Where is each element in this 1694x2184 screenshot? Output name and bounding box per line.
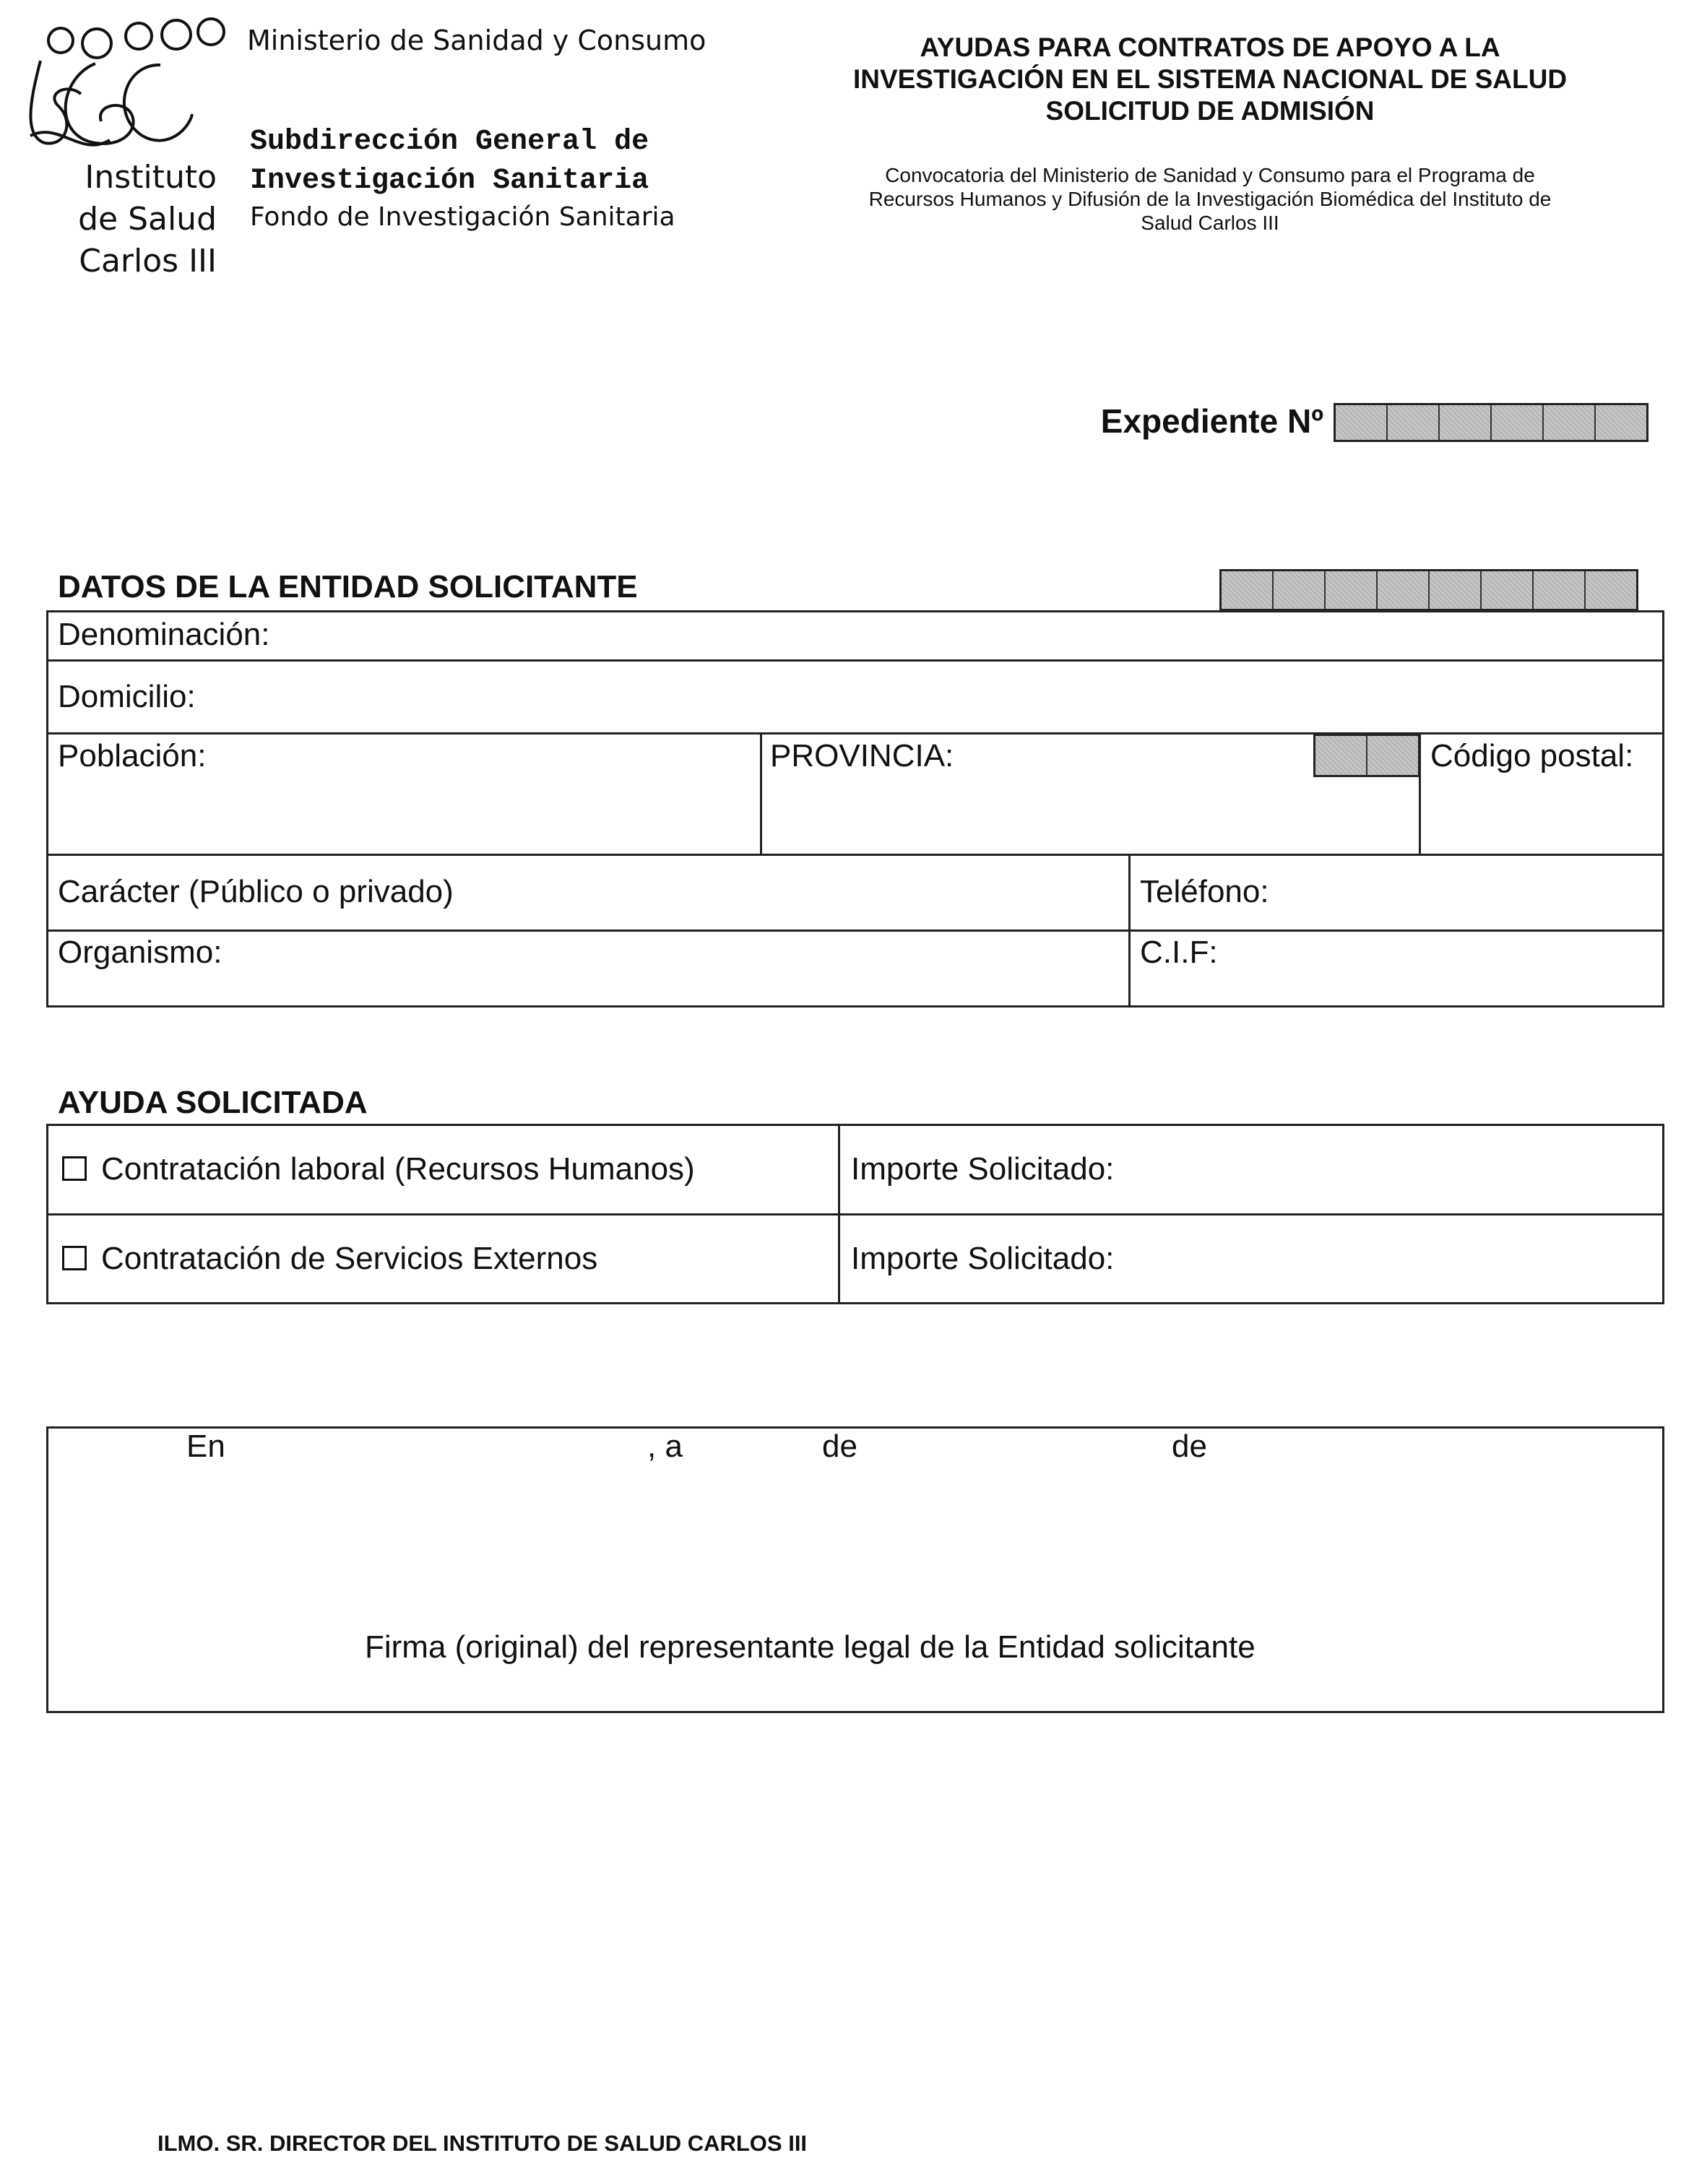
signature-box	[46, 1426, 1664, 1713]
isciii-logo-icon	[16, 13, 233, 157]
entity-code-box[interactable]	[1482, 571, 1534, 609]
importe-field-1[interactable]: Importe Solicitado:	[851, 1151, 1115, 1187]
place-label: En	[186, 1429, 225, 1464]
expediente-digit-box[interactable]	[1544, 405, 1596, 440]
checkbox-external-services[interactable]	[62, 1246, 87, 1270]
table-divider	[46, 1213, 1664, 1216]
entity-code-box[interactable]	[1222, 571, 1274, 609]
entity-section-heading: DATOS DE LA ENTIDAD SOLICITANTE	[58, 569, 638, 604]
entity-data-table	[46, 610, 1664, 1008]
subdirection-line-2: Investigación Sanitaria	[250, 165, 649, 197]
signature-caption: Firma (original) del representante legal de la Entidad solicitante	[365, 1629, 1256, 1665]
expediente-digit-box[interactable]	[1440, 405, 1492, 440]
expediente-digit-box[interactable]	[1596, 405, 1646, 440]
table-divider	[838, 1124, 840, 1304]
province-code-boxes[interactable]	[1313, 734, 1420, 777]
province-code-box[interactable]	[1315, 736, 1367, 775]
expediente-digit-box[interactable]	[1492, 405, 1544, 440]
day-label: , a	[647, 1429, 683, 1464]
title-line-1: AYUDAS PARA CONTRATOS DE APOYO A LA	[920, 32, 1500, 62]
entity-code-box[interactable]	[1586, 571, 1636, 609]
entity-code-boxes[interactable]	[1219, 569, 1638, 611]
checkbox-labor-contract[interactable]	[62, 1156, 87, 1181]
caracter-field[interactable]: Carácter (Público o privado)	[58, 874, 454, 909]
entity-code-box[interactable]	[1534, 571, 1586, 609]
subtitle-line-3: Salud Carlos III	[1141, 212, 1279, 234]
institute-name-line-3: Carlos III	[79, 243, 217, 280]
title-line-3: SOLICITUD DE ADMISIÓN	[1045, 96, 1375, 126]
entity-code-box[interactable]	[1326, 571, 1378, 609]
aid-section-heading: AYUDA SOLICITADA	[58, 1085, 368, 1120]
subtitle-line-1: Convocatoria del Ministerio de Sanidad y Consumo para el Programa de	[885, 164, 1535, 186]
province-code-box[interactable]	[1367, 736, 1418, 775]
cif-field[interactable]: C.I.F:	[1140, 935, 1218, 970]
importe-field-2[interactable]: Importe Solicitado:	[851, 1241, 1115, 1276]
expediente-digit-box[interactable]	[1336, 405, 1388, 440]
option-external-services-label: Contratación de Servicios Externos	[101, 1241, 598, 1276]
table-divider	[46, 659, 1664, 662]
institute-logo	[16, 13, 233, 157]
table-divider	[1128, 854, 1131, 1008]
table-divider	[46, 854, 1664, 856]
denominacion-field[interactable]: Denominación:	[58, 617, 270, 652]
institute-name-line-1: Instituto	[85, 159, 217, 196]
poblacion-field[interactable]: Población:	[58, 738, 207, 774]
organismo-field[interactable]: Organismo:	[58, 935, 222, 970]
institute-name-line-2: de Salud	[78, 201, 217, 238]
subtitle-line-2: Recursos Humanos y Difusión de la Investigación Biomédica del Instituto de	[868, 188, 1552, 210]
month-label: de	[822, 1429, 857, 1464]
table-divider	[760, 732, 762, 855]
domicilio-field[interactable]: Domicilio:	[58, 679, 196, 714]
title-line-2: INVESTIGACIÓN EN EL SISTEMA NACIONAL DE SALUD	[852, 64, 1568, 94]
option-labor-contract[interactable]	[62, 1151, 695, 1187]
addressee-footer: ILMO. SR. DIRECTOR DEL INSTITUTO DE SALUD CARLOS III	[157, 2131, 808, 2156]
table-divider	[46, 732, 1664, 734]
subdirection-line-1: Subdirección General de	[250, 126, 649, 158]
telefono-field[interactable]: Teléfono:	[1140, 874, 1269, 909]
expediente-number-boxes[interactable]	[1334, 403, 1648, 442]
document-subtitle	[802, 163, 1618, 235]
year-label: de	[1172, 1429, 1207, 1464]
entity-code-box[interactable]	[1430, 571, 1482, 609]
option-labor-contract-label: Contratación laboral (Recursos Humanos)	[101, 1151, 695, 1187]
ministry-name: Ministerio de Sanidad y Consumo	[247, 25, 706, 56]
table-divider	[46, 930, 1664, 932]
entity-code-box[interactable]	[1378, 571, 1430, 609]
expediente-digit-box[interactable]	[1388, 405, 1440, 440]
fund-name: Fondo de Investigación Sanitaria	[250, 202, 675, 232]
codigo-postal-field[interactable]: Código postal:	[1430, 738, 1634, 774]
expediente-label: Expediente Nº	[1100, 402, 1323, 440]
document-title	[802, 32, 1618, 127]
option-external-services[interactable]	[62, 1241, 597, 1277]
entity-code-box[interactable]	[1274, 571, 1326, 609]
provincia-field[interactable]: PROVINCIA:	[770, 738, 954, 774]
